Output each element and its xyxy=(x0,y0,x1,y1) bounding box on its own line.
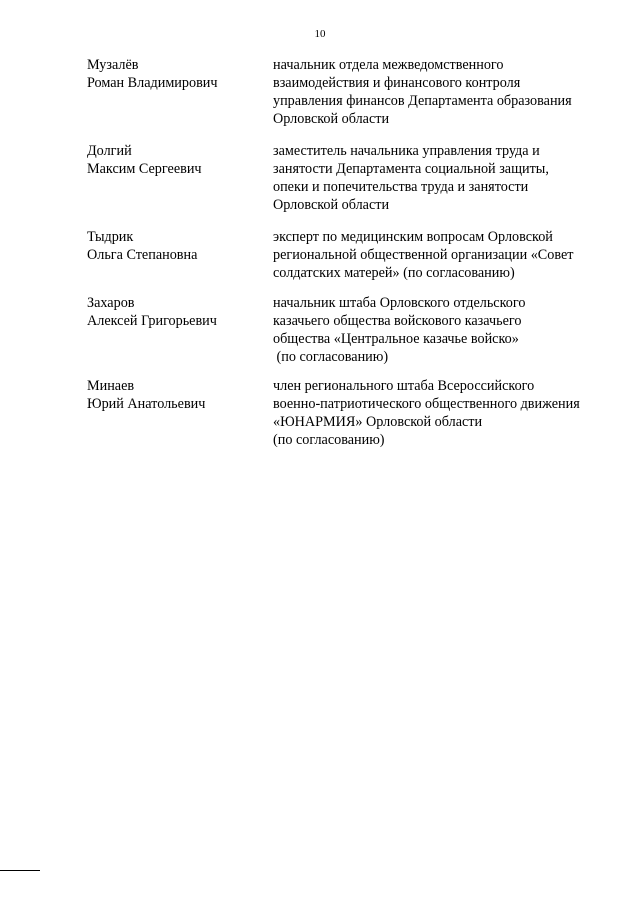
member-position xyxy=(273,377,633,449)
member-name xyxy=(87,56,267,92)
member-surname: Тыдрик xyxy=(87,229,134,245)
member-given-names: Алексей Григорьевич xyxy=(87,313,217,329)
footer-rule xyxy=(0,870,40,871)
member-position xyxy=(273,228,633,282)
member-name xyxy=(87,294,267,330)
position-line: (по согласованию) xyxy=(273,432,385,448)
position-line: эксперт по медицинским вопросам Орловской xyxy=(273,229,553,245)
position-line: «ЮНАРМИЯ» Орловской области xyxy=(273,414,483,430)
position-line: общества «Центральное казачье войско» xyxy=(273,331,519,347)
position-line: Орловской области xyxy=(273,197,390,213)
member-given-names: Роман Владимирович xyxy=(87,75,218,91)
member-given-names: Ольга Степановна xyxy=(87,247,198,263)
position-line: управления финансов Департамента образования xyxy=(273,93,572,109)
position-line: начальник штаба Орловского отдельского xyxy=(273,295,526,311)
position-line: Орловской области xyxy=(273,111,390,127)
member-position xyxy=(273,294,633,366)
position-line: (по согласованию) xyxy=(273,349,389,365)
member-position xyxy=(273,142,633,214)
position-line: региональной общественной организации «Совет xyxy=(273,247,574,263)
page-number: 10 xyxy=(314,28,326,40)
position-line: солдатских матерей» (по согласованию) xyxy=(273,265,515,281)
position-line: казачьего общества войскового казачьего xyxy=(273,313,522,329)
position-line: член регионального штаба Всероссийского xyxy=(273,378,535,394)
position-line: взаимодействия и финансового контроля xyxy=(273,75,521,91)
position-line: заместитель начальника управления труда и xyxy=(273,143,540,159)
member-surname: Минаев xyxy=(87,378,135,394)
member-name xyxy=(87,142,267,178)
position-line: военно-патриотического общественного движения xyxy=(273,396,580,412)
member-surname: Захаров xyxy=(87,295,135,311)
position-line: опеки и попечительства труда и занятости xyxy=(273,179,529,195)
member-position xyxy=(273,56,633,128)
member-surname: Музалёв xyxy=(87,57,139,73)
member-name xyxy=(87,377,267,413)
member-given-names: Юрий Анатольевич xyxy=(87,396,206,412)
position-line: начальник отдела межведомственного xyxy=(273,57,504,73)
member-surname: Долгий xyxy=(87,143,132,159)
member-given-names: Максим Сергеевич xyxy=(87,161,202,177)
position-line: занятости Департамента социальной защиты, xyxy=(273,161,549,177)
member-name xyxy=(87,228,267,264)
